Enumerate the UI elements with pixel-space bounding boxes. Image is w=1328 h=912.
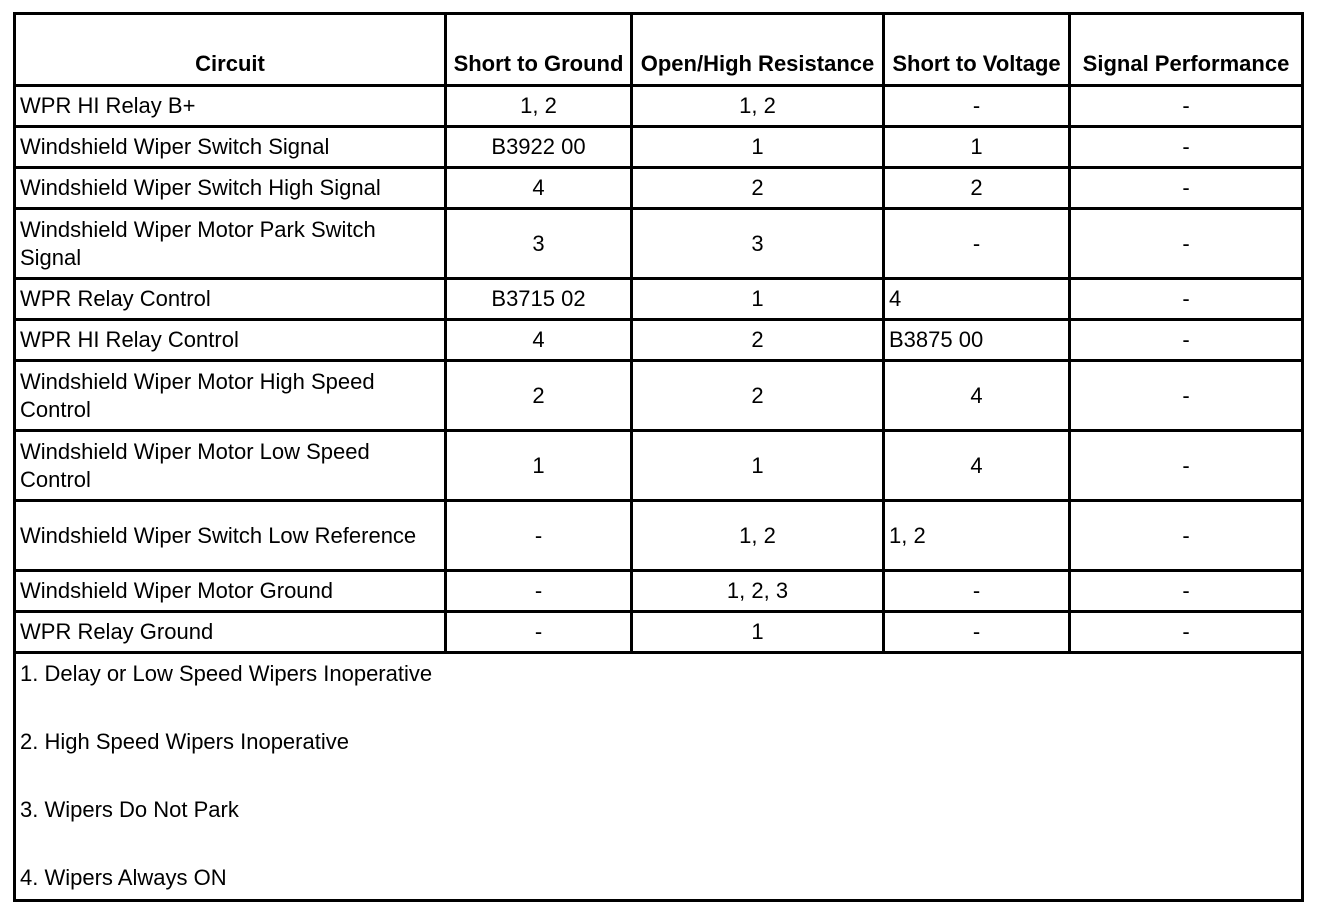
short-to-ground-cell: B3922 00 xyxy=(446,127,632,168)
table-row xyxy=(15,431,1303,501)
short-to-voltage-cell: 4 xyxy=(884,431,1070,501)
short-to-voltage-cell: B3875 00 xyxy=(884,320,1070,361)
short-to-voltage-cell: - xyxy=(884,612,1070,653)
circuit-diagnostic-table xyxy=(13,12,1304,902)
short-to-voltage-cell: 2 xyxy=(884,168,1070,209)
header-signal-performance: Signal Performance xyxy=(1070,14,1303,86)
header-short-to-voltage: Short to Voltage xyxy=(884,14,1070,86)
circuit-cell: WPR Relay Control xyxy=(15,279,446,320)
short-to-ground-cell: 4 xyxy=(446,168,632,209)
open-high-resistance-cell: 1, 2 xyxy=(632,86,884,127)
table-row xyxy=(15,361,1303,431)
open-high-resistance-cell: 3 xyxy=(632,209,884,279)
signal-performance-cell: - xyxy=(1070,501,1303,571)
note-1: 1. Delay or Low Speed Wipers Inoperative xyxy=(20,661,433,686)
open-high-resistance-cell: 1, 2 xyxy=(632,501,884,571)
diagnostic-table-container xyxy=(13,12,1304,902)
open-high-resistance-cell: 1, 2, 3 xyxy=(632,571,884,612)
open-high-resistance-cell: 1 xyxy=(632,127,884,168)
signal-performance-cell: - xyxy=(1070,168,1303,209)
table-row xyxy=(15,168,1303,209)
short-to-voltage-cell: - xyxy=(884,86,1070,127)
short-to-ground-cell: - xyxy=(446,612,632,653)
header-open-high-resistance: Open/High Resistance xyxy=(632,14,884,86)
short-to-voltage-cell: - xyxy=(884,209,1070,279)
signal-performance-cell: - xyxy=(1070,127,1303,168)
open-high-resistance-cell: 1 xyxy=(632,431,884,501)
circuit-cell: WPR HI Relay Control xyxy=(15,320,446,361)
table-row xyxy=(15,209,1303,279)
signal-performance-cell: - xyxy=(1070,209,1303,279)
circuit-cell: WPR HI Relay B+ xyxy=(15,86,446,127)
short-to-ground-cell: 1 xyxy=(446,431,632,501)
signal-performance-cell: - xyxy=(1070,86,1303,127)
signal-performance-cell: - xyxy=(1070,612,1303,653)
table-row xyxy=(15,127,1303,168)
notes-row xyxy=(15,653,1303,901)
header-row xyxy=(15,14,1303,86)
short-to-voltage-cell: 4 xyxy=(884,279,1070,320)
circuit-cell: Windshield Wiper Motor High Speed Control xyxy=(15,361,446,431)
signal-performance-cell: - xyxy=(1070,571,1303,612)
short-to-ground-cell: 4 xyxy=(446,320,632,361)
short-to-voltage-cell: 1 xyxy=(884,127,1070,168)
short-to-voltage-cell: 1, 2 xyxy=(884,501,1070,571)
circuit-cell: Windshield Wiper Switch High Signal xyxy=(15,168,446,209)
note-4: 4. Wipers Always ON xyxy=(20,865,227,890)
short-to-ground-cell: - xyxy=(446,501,632,571)
table-row xyxy=(15,501,1303,571)
signal-performance-cell: - xyxy=(1070,431,1303,501)
signal-performance-cell: - xyxy=(1070,279,1303,320)
circuit-cell: Windshield Wiper Motor Park Switch Signal xyxy=(15,209,446,279)
notes-cell xyxy=(15,653,1303,901)
signal-performance-cell: - xyxy=(1070,320,1303,361)
table-row xyxy=(15,320,1303,361)
short-to-ground-cell: 2 xyxy=(446,361,632,431)
header-short-to-ground: Short to Ground xyxy=(446,14,632,86)
short-to-voltage-cell: - xyxy=(884,571,1070,612)
table-row xyxy=(15,612,1303,653)
open-high-resistance-cell: 1 xyxy=(632,279,884,320)
open-high-resistance-cell: 1 xyxy=(632,612,884,653)
short-to-voltage-cell: 4 xyxy=(884,361,1070,431)
table-row xyxy=(15,86,1303,127)
short-to-ground-cell: B3715 02 xyxy=(446,279,632,320)
circuit-cell: Windshield Wiper Motor Low Speed Control xyxy=(15,431,446,501)
table-row xyxy=(15,571,1303,612)
circuit-cell: Windshield Wiper Motor Ground xyxy=(15,571,446,612)
header-circuit: Circuit xyxy=(15,14,446,86)
table-row xyxy=(15,279,1303,320)
short-to-ground-cell: - xyxy=(446,571,632,612)
note-2: 2. High Speed Wipers Inoperative xyxy=(20,729,349,754)
circuit-cell: WPR Relay Ground xyxy=(15,612,446,653)
open-high-resistance-cell: 2 xyxy=(632,361,884,431)
circuit-cell: Windshield Wiper Switch Signal xyxy=(15,127,446,168)
note-3: 3. Wipers Do Not Park xyxy=(20,797,239,822)
open-high-resistance-cell: 2 xyxy=(632,168,884,209)
short-to-ground-cell: 1, 2 xyxy=(446,86,632,127)
circuit-cell: Windshield Wiper Switch Low Reference xyxy=(15,501,446,571)
open-high-resistance-cell: 2 xyxy=(632,320,884,361)
short-to-ground-cell: 3 xyxy=(446,209,632,279)
signal-performance-cell: - xyxy=(1070,361,1303,431)
